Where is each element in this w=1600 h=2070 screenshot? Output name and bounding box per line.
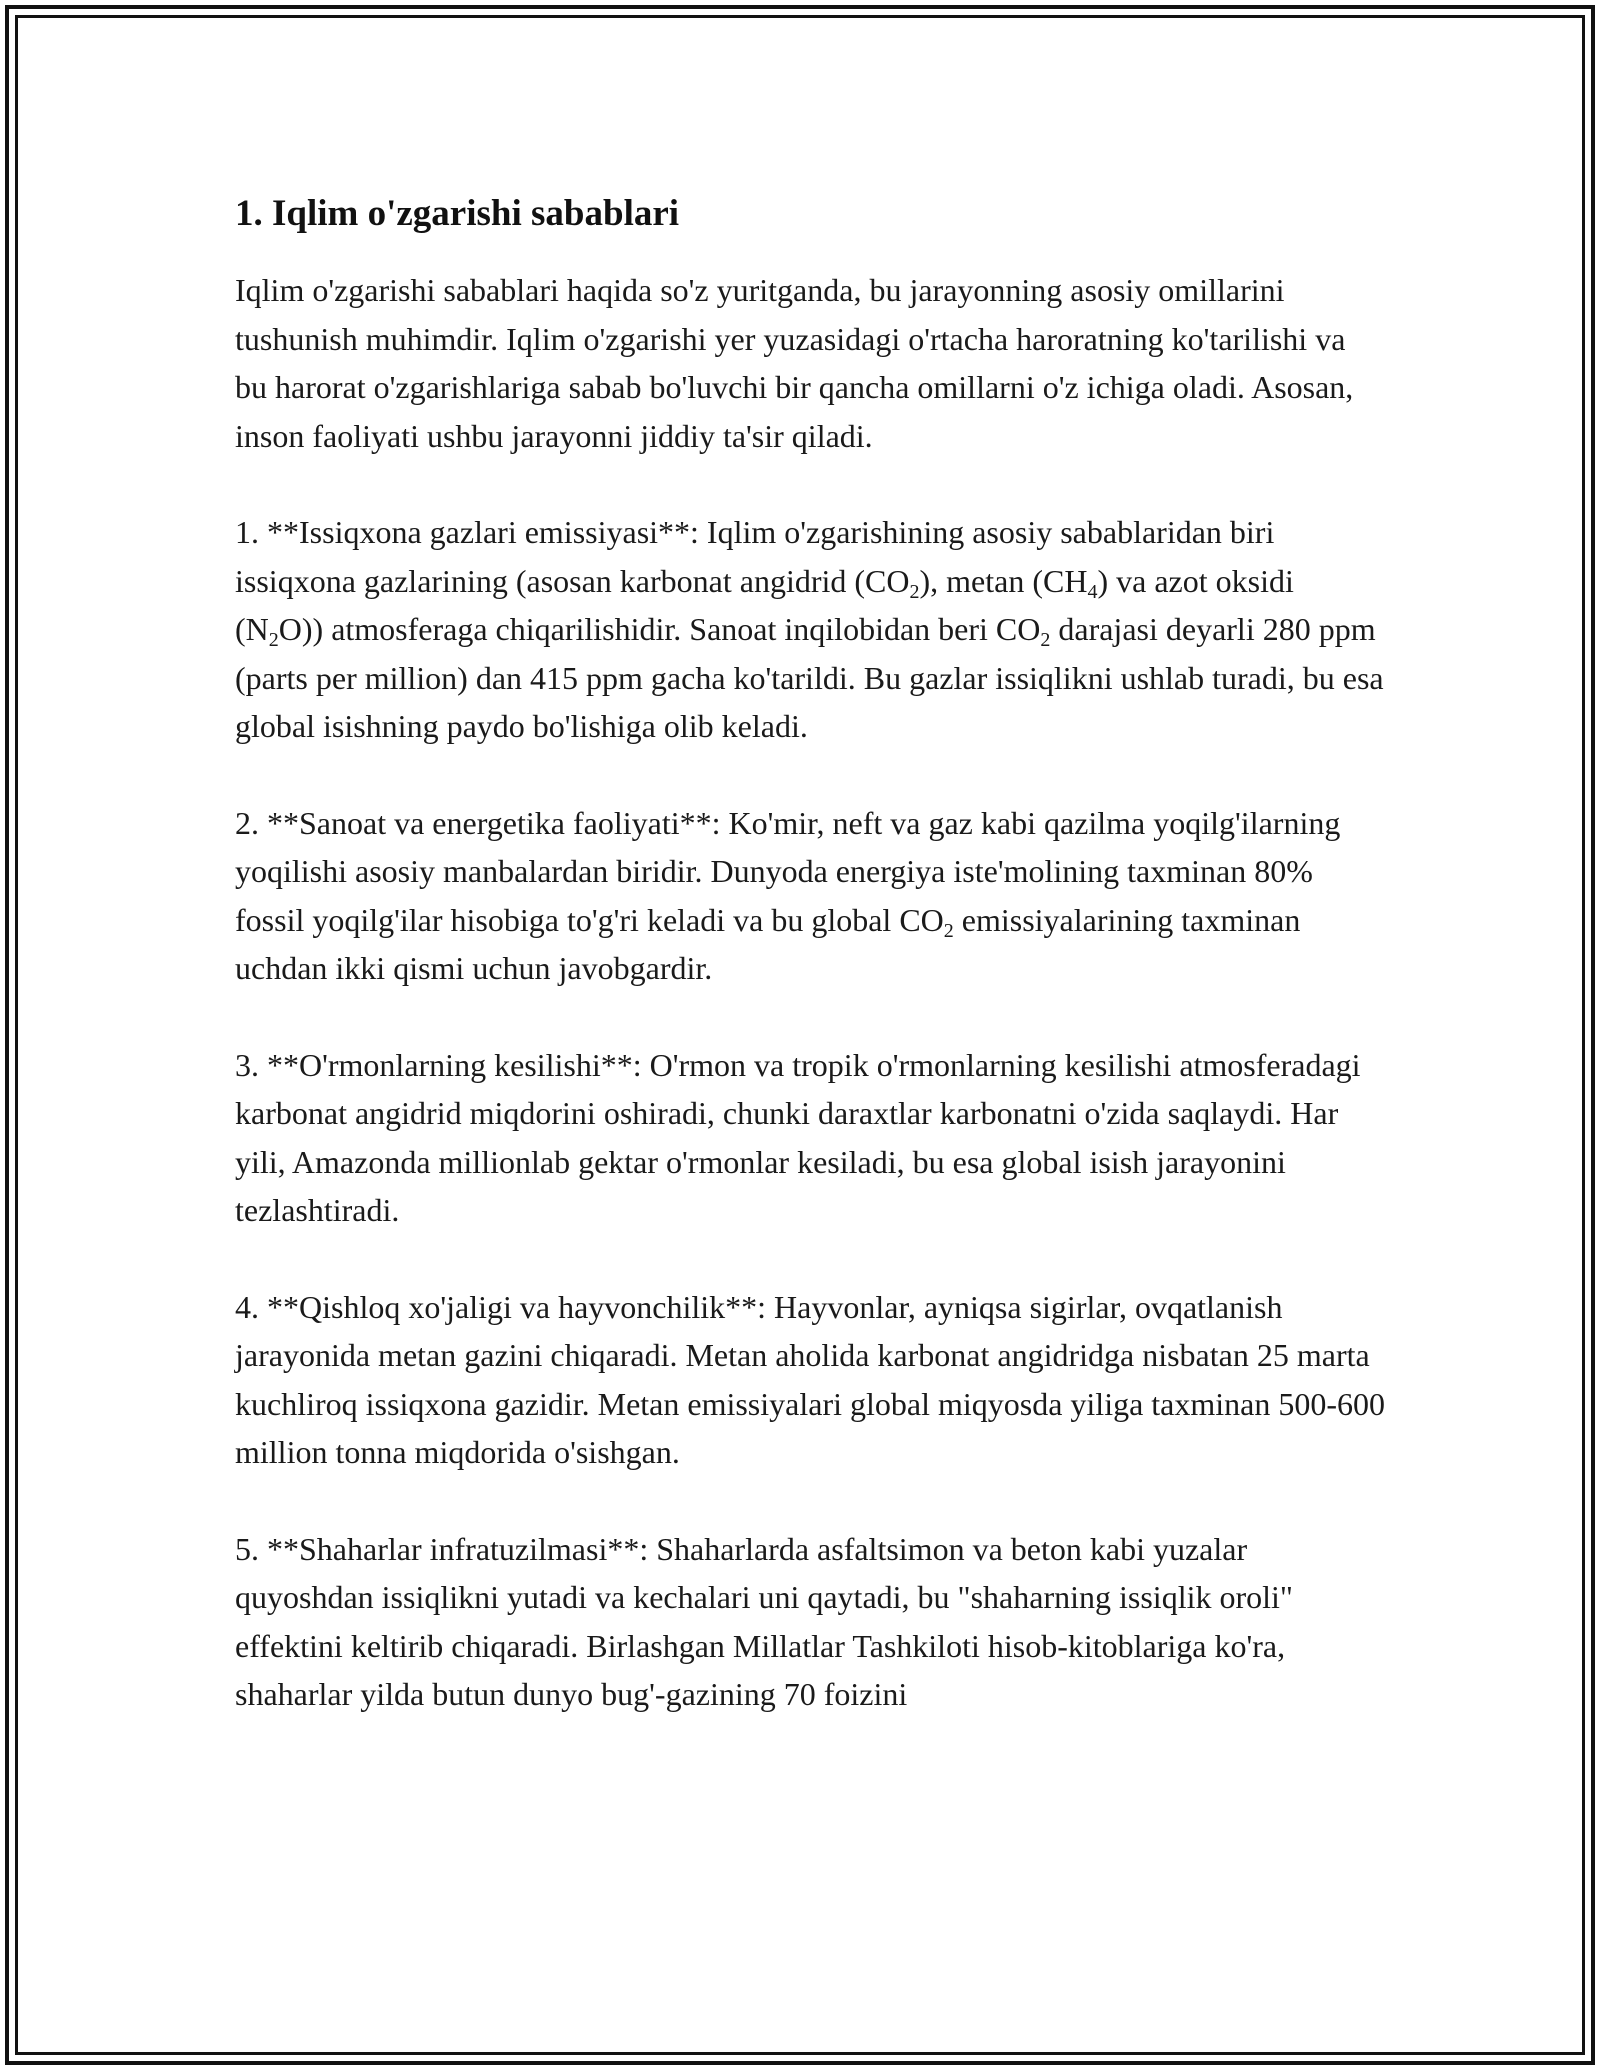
subscript: 2	[943, 919, 954, 942]
text-segment: darajasi deyarli 280 ppm (parts per million) dan 415 ppm gacha ko'tarildi. Bu gazlar issiqlikni ushlab turadi, bu esa global isishning paydo bo'lishiga olib keladi.	[235, 611, 1384, 744]
subscript: 2	[268, 629, 279, 651]
subscript: 2	[909, 580, 920, 603]
paragraph-greenhouse-gases	[235, 508, 1385, 751]
section-heading: 1. Iqlim o'zgarishi sabablari	[235, 193, 680, 234]
text-segment: ), metan (CH	[919, 562, 1088, 599]
text-segment: 2. **Sanoat va energetika faoliyati**: Ko'mir, neft va gaz kabi qazilma yoqilg'ilarning yoqilishi asosiy manbalardan biridir. Dunyoda energiya iste'molining taxminan 80% fossil yoqilg'ilar hisobiga to'g'ri keladi va bu global CO	[235, 804, 1341, 938]
paragraph-industry-energy	[235, 799, 1385, 993]
subscript: 4	[1087, 580, 1098, 603]
text-segment: emissiyalarining taxminan uchdan ikki qismi uchun javobgardir.	[235, 901, 1301, 986]
intro-paragraph: Iqlim o'zgarishi sabablari haqida so'z yuritganda, bu jarayonning asosiy omillarini tushunish muhimdir. Iqlim o'zgarishi yer yuzasidagi o'rtacha haroratning ko'tarilishi va bu harorat o'zgarishlariga sabab bo'luvchi bir qancha omillarni o'z ichiga oladi. Asosan, inson faoliyati ushbu jarayonni jiddiy ta'sir qiladi.	[235, 272, 1354, 454]
paragraph-urban-infrastructure: 5. **Shaharlar infratuzilmasi**: Shaharlarda asfaltsimon va beton kabi yuzalar quyoshdan issiqlikni yutadi va kechalari uni qaytadi, bu "shaharning issiqlik oroli" effektini keltirib chiqaradi. Birlashgan Millatlar Tashkiloti hisob-kitoblariga ko'ra, shaharlar yilda butun dunyo bug'-gazining 70 foizini	[235, 1530, 1293, 1712]
document-body	[235, 188, 1385, 1767]
text-segment: O)) atmosferaga chiqarilishidir. Sanoat inqilobidan beri CO	[278, 611, 1041, 647]
paragraph-agriculture: 4. **Qishloq xo'jaligi va hayvonchilik**: Hayvonlar, ayniqsa sigirlar, ovqatlanish jarayonida metan gazini chiqaradi. Metan aholida karbonat angidridga nisbatan 25 marta kuchliroq issiqxona gazidir. Metan emissiyalari global miqyosda yiliga taxminan 500-600 million tonna miqdorida o'sishgan.	[235, 1288, 1386, 1470]
text-segment: 1. **Issiqxona gazlari emissiyasi**: Iqlim o'zgarishining asosiy sabablaridan biri issiqxona gazlarining (asosan karbonat angidrid (CO	[235, 514, 1275, 599]
paragraph-deforestation: 3. **O'rmonlarning kesilishi**: O'rmon va tropik o'rmonlarning kesilishi atmosferadagi karbonat angidrid miqdorini oshiradi, chunki daraxtlar karbonatni o'zida saqlaydi. Har yili, Amazonda millionlab gektar o'rmonlar kesiladi, bu esa global isish jarayonini tezlashtiradi.	[235, 1046, 1361, 1228]
text-segment: ) va azot oksidi (N	[235, 562, 1294, 647]
subscript: 2	[1040, 629, 1051, 651]
